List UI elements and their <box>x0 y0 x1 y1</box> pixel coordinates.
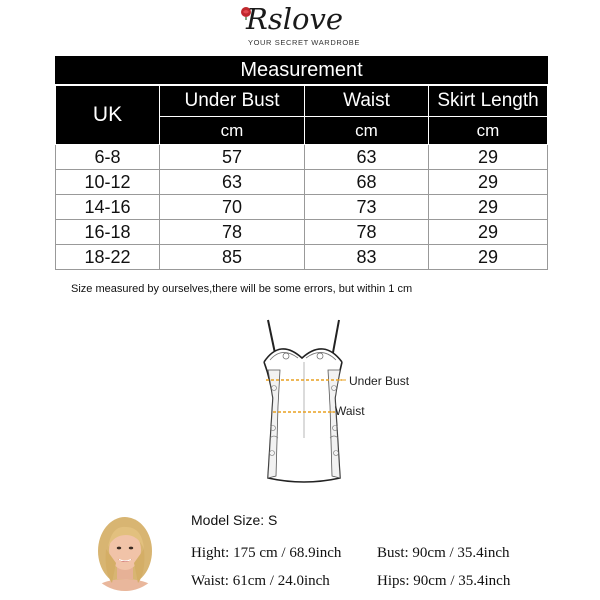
brand-name: Rslove <box>246 2 343 36</box>
measurement-note: Size measured by ourselves,there will be some errors, but within 1 cm <box>71 283 413 295</box>
under-bust-cell: 57 <box>160 145 305 170</box>
size-cell: 16-18 <box>56 220 160 245</box>
under-bust-cell: 63 <box>160 170 305 195</box>
model-portrait <box>86 513 164 591</box>
size-cell: 10-12 <box>56 170 160 195</box>
model-size: Model Size: S <box>191 512 278 528</box>
under-bust-cell: 85 <box>160 245 305 270</box>
col-header-skirt-length: Skirt Length <box>429 85 548 117</box>
skirt-length-cell: 29 <box>429 170 548 195</box>
skirt-length-cell: 29 <box>429 245 548 270</box>
model-bust: Bust: 90cm / 35.4inch <box>377 545 510 561</box>
under-bust-label: Under Bust <box>349 374 410 388</box>
waist-cell: 83 <box>305 245 429 270</box>
waist-label: Waist <box>335 404 365 418</box>
under-bust-cell: 70 <box>160 195 305 220</box>
col-header-under-bust: Under Bust <box>160 85 305 117</box>
waist-cell: 63 <box>305 145 429 170</box>
skirt-length-cell: 29 <box>429 195 548 220</box>
table-row <box>56 245 548 270</box>
size-cell: 14-16 <box>56 195 160 220</box>
table-row <box>56 195 548 220</box>
model-waist: Waist: 61cm / 24.0inch <box>191 573 330 589</box>
size-table <box>55 56 548 270</box>
skirt-length-cell: 29 <box>429 220 548 245</box>
uk-size-header: UK <box>56 85 160 145</box>
table-row <box>56 145 548 170</box>
waist-cell: 68 <box>305 170 429 195</box>
unit-under-bust: cm <box>160 117 305 145</box>
unit-skirt-length: cm <box>429 117 548 145</box>
unit-waist: cm <box>305 117 429 145</box>
brand-logo <box>0 2 600 50</box>
waist-cell: 73 <box>305 195 429 220</box>
col-header-waist: Waist <box>305 85 429 117</box>
waist-cell: 78 <box>305 220 429 245</box>
brand-tagline: YOUR SECRET WARDROBE <box>247 38 360 47</box>
table-row <box>56 170 548 195</box>
model-height: Hight: 175 cm / 68.9inch <box>191 545 342 561</box>
size-cell: 18-22 <box>56 245 160 270</box>
model-hips: Hips: 90cm / 35.4inch <box>377 573 511 589</box>
size-cell: 6-8 <box>56 145 160 170</box>
table-row <box>56 220 548 245</box>
under-bust-cell: 78 <box>160 220 305 245</box>
skirt-length-cell: 29 <box>429 145 548 170</box>
table-title: Measurement <box>56 57 548 86</box>
